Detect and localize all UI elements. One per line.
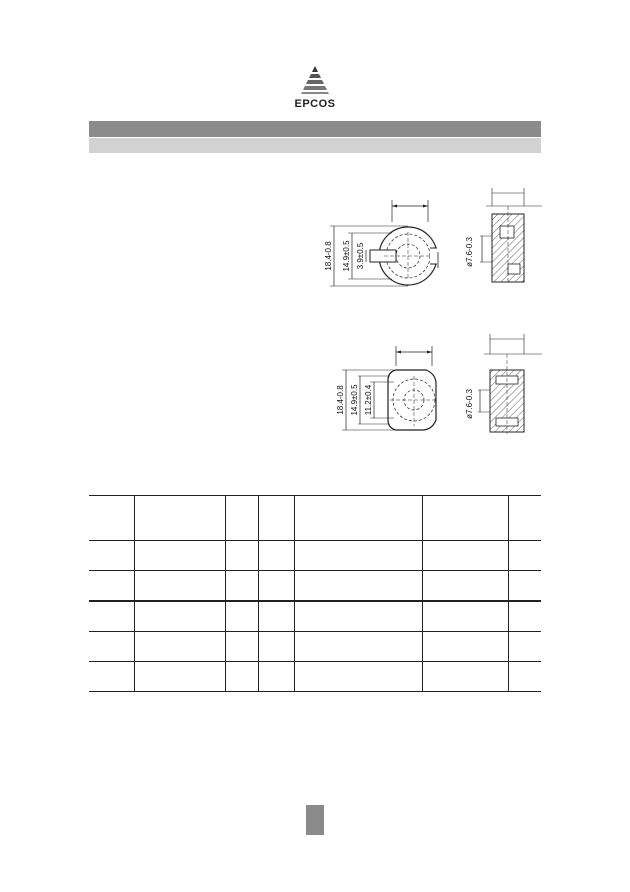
table-cell [508,601,541,632]
table-cell [294,601,422,632]
table-cell [294,541,422,571]
table-cell [258,601,294,632]
table-cell [294,632,422,662]
table-cell [225,496,258,541]
logo-text: EPCOS [294,98,336,110]
table-cell [134,496,225,541]
table-cell [508,662,541,692]
table-row [89,541,541,571]
table-cell [134,541,225,571]
table-cell [134,601,225,632]
table-cell [294,496,422,541]
table-row [89,662,541,692]
table-cell [508,496,541,541]
dim-inner-1: 3.9±0.5 [356,242,365,270]
page-marker [306,805,324,835]
table-row [89,632,541,662]
data-table [89,495,541,692]
table-row [89,601,541,632]
table-cell [258,571,294,602]
table-cell [89,662,134,692]
core-drawing-2-side [462,330,544,434]
table-cell [258,632,294,662]
subheader-band [89,138,541,153]
table-cell [225,601,258,632]
table-cell [89,571,134,602]
header-band [89,121,541,137]
core-drawing-1-side [462,186,544,286]
table-cell [508,632,541,662]
table-cell [134,571,225,602]
table-cell [134,632,225,662]
table-cell [422,496,508,541]
table-cell [294,662,422,692]
table-cell [89,632,134,662]
table-cell [225,571,258,602]
dim-outer-2: 18.4-0.8 [336,385,345,415]
table-cell [422,662,508,692]
dim-mid-2: 14.9±0.5 [350,384,359,416]
table-cell [258,496,294,541]
table-cell [225,632,258,662]
epcos-triangle-logo-icon [299,64,331,96]
table-cell [422,571,508,602]
table-cell [508,541,541,571]
dim-side-1: ø7.6-0.3 [465,237,474,267]
table-cell [422,541,508,571]
table-cell [89,541,134,571]
table-cell [134,662,225,692]
dim-mid-1: 14.9±0.5 [342,240,351,272]
core-drawing-1-front [320,196,450,296]
table-cell [422,632,508,662]
core-drawing-2-front [330,344,440,440]
table-header-row [89,496,541,541]
dim-inner-2: 11.2±0.4 [364,384,373,416]
table-cell [508,571,541,602]
table-cell [225,662,258,692]
dim-side-2: ø7.6-0.3 [465,389,474,419]
table-cell [294,571,422,602]
table-cell [89,496,134,541]
table-cell [258,541,294,571]
table-row [89,571,541,602]
table-cell [422,601,508,632]
table-cell [89,601,134,632]
table-cell [258,662,294,692]
epcos-logo [284,64,346,114]
table-cell [225,541,258,571]
dim-outer-1: 18.4-0.8 [324,241,333,271]
